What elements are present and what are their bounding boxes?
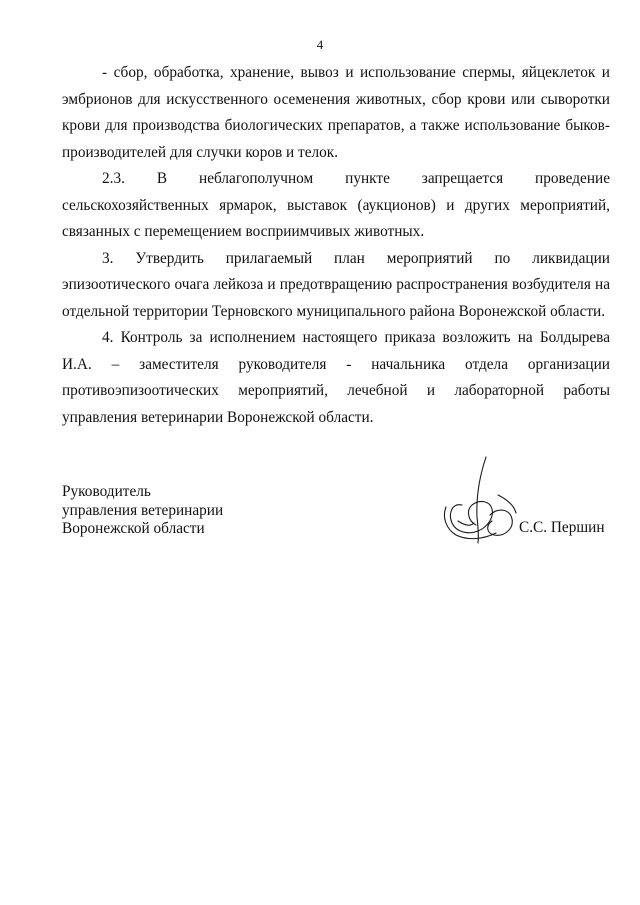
document-body <box>62 60 610 431</box>
paragraph-control: 4. Контроль за исполнением настоящего приказа возложить на Болдырева И.А. – заместителя руководителя - начальника отдела организации противоэпизоотических мероприятий, лечебной и лабораторной работы управления ветеринарии Воронежской области. <box>62 329 610 426</box>
signatory-position-line: управления ветеринарии <box>62 501 224 519</box>
signatory-position <box>62 483 223 539</box>
signatory-name: С.С. Першин <box>519 519 605 536</box>
signatory-position-line: Руководитель <box>62 483 151 500</box>
paragraph-collection-ban: - сбор, обработка, хранение, вывоз и использование спермы, яйцеклеток и эмбрионов для искусственного осеменения животных, сбор крови или сыворотки крови для производства биологических препаратов, а также использование быков-производителей для случки коров и телок. <box>62 64 610 161</box>
handwritten-signature <box>440 455 522 550</box>
signatory-position-line: Воронежской области <box>62 520 205 537</box>
paragraph-approve-plan: 3. Утвердить прилагаемый план мероприятий по ликвидации эпизоотического очага лейкоза и предотвращению распространения возбудителя на отдельной территории Терновского муниципального района Воронежской области. <box>62 249 610 320</box>
page-number: 4 <box>316 37 324 52</box>
paragraph-fair-ban: 2.3. В неблагополучном пункте запрещается проведение сельскохозяйственных ярмарок, выставок (аукционов) и других мероприятий, связанных с перемещением восприимчивых животных. <box>62 170 610 240</box>
